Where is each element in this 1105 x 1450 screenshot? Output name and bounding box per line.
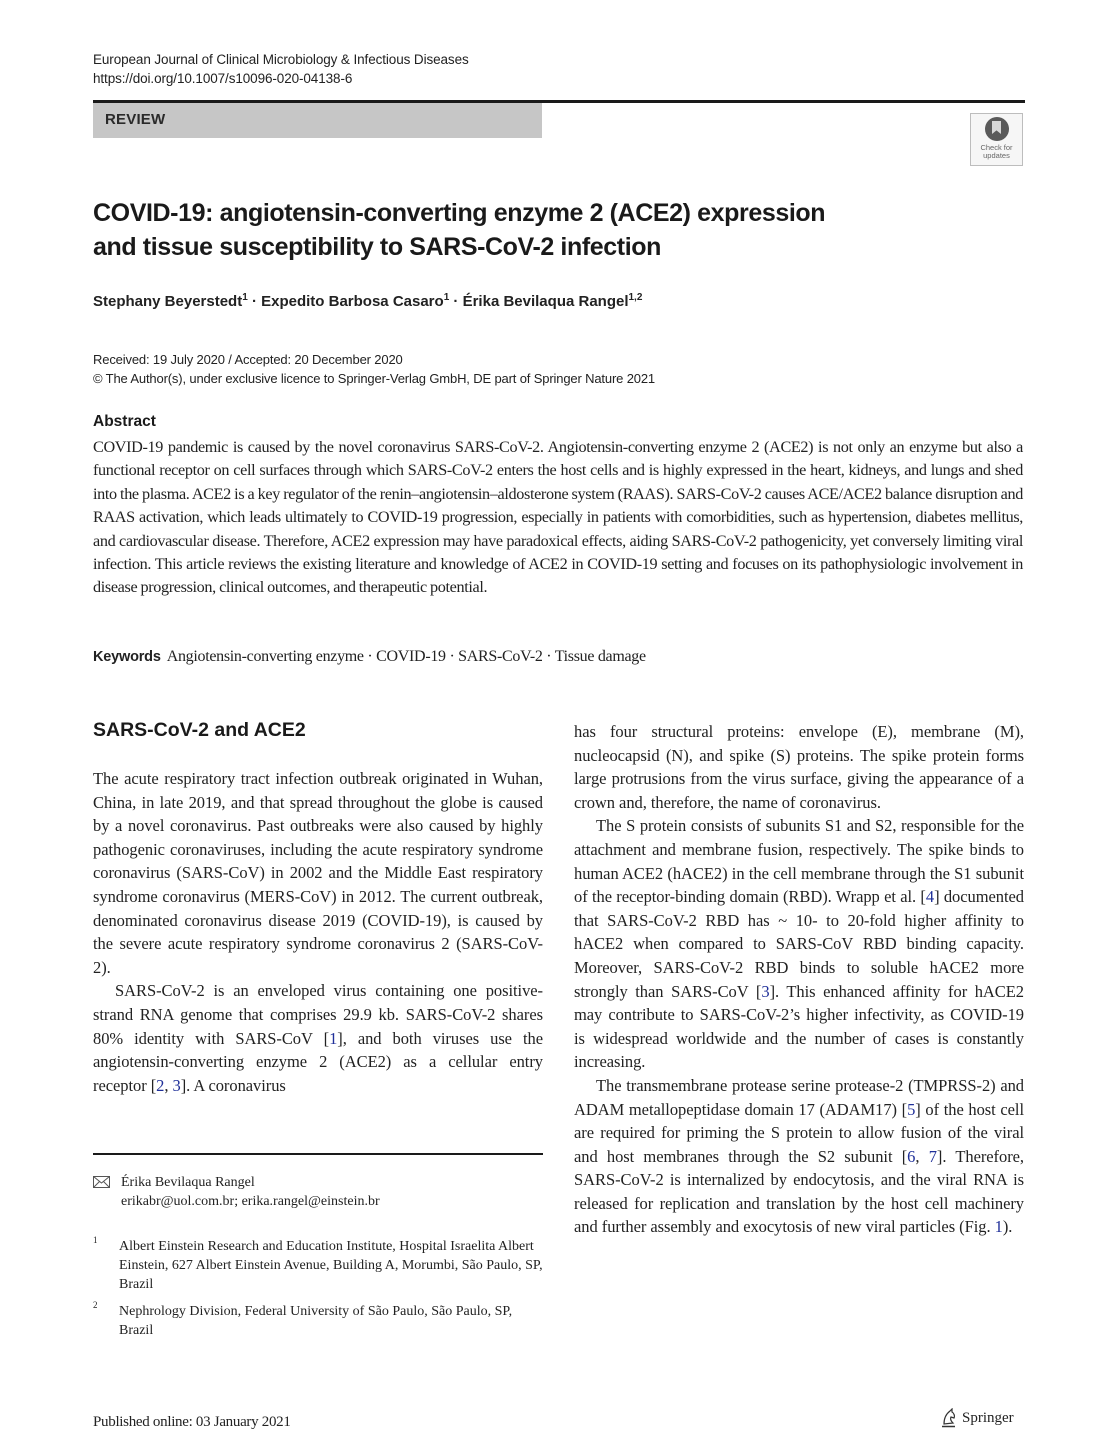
author-name[interactable]: Expedito Barbosa Casaro [261,293,444,310]
publisher-logo [940,1408,1014,1428]
title-line-1: COVID-19: angiotensin-converting enzyme 2 (ACE2) expression [93,199,826,227]
article-history [93,350,655,388]
keywords-label: Keywords [93,649,161,665]
author-name[interactable]: Érika Bevilaqua Rangel [462,293,629,310]
author-separator: · [449,293,463,310]
citation-link[interactable]: 6 [907,1146,916,1166]
body-column-right [574,720,1024,1239]
citation-link[interactable]: 1 [329,1028,338,1048]
title-line-2: and tissue susceptibility to SARS-CoV-2 infection [93,233,661,261]
citation-link[interactable]: 4 [925,887,935,907]
citation-link[interactable]: 3 [172,1075,181,1095]
corresponding-author [121,1173,380,1211]
abstract-heading: Abstract [93,413,156,430]
bookmark-icon [985,117,1009,141]
citation-link[interactable]: 7 [928,1146,937,1166]
published-date: Published online: 03 January 2021 [93,1414,291,1430]
citation-link[interactable]: 2 [156,1075,165,1095]
affiliation-number: 2 [93,1300,98,1310]
keywords-list: Angiotensin-converting enzyme · COVID-19 · SARS-CoV-2 · Tissue damage [166,648,646,665]
author-name[interactable]: Stephany Beyerstedt [93,293,243,310]
article-type-bar [93,103,542,138]
paragraph: SARS-CoV-2 is an enveloped virus containing one positive-strand RNA genome that comprises 29.9 kb. SARS-CoV-2 shares 80% identity with SARS-CoV [1], and both viruses use the angiotensin-converting enzyme 2 (ACE2) as a cellular entry receptor [2, 3]. A coronavirus [93,981,543,1095]
author-list [93,292,642,310]
body-column-left [93,767,543,1097]
paragraph: The S protein consists of subunits S1 and S2, responsible for the attachment and membrane fusion, respectively. The spike binds to human ACE2 (hACE2) in the cell membrane through the S1 subunit of the receptor-binding domain (RBD). Wrapp et al. [4] documented that SARS-CoV-2 RBD has ~ 10- to 20-fold higher affinity to hACE2 when compared to SARS-CoV RBD binding capacity. Moreover, SARS-CoV-2 RBD binds to soluble hACE2 more strongly than SARS-CoV [3]. This enhanced affinity for hACE2 may contribute to SARS-CoV-2’s higher infectivity, as COVID-19 is widespread worldwide and the number of cases is constantly increasing. [574,816,1024,1072]
affiliation-text: Nephrology Division, Federal University of São Paulo, São Paulo, SP, Brazil [119,1304,513,1338]
corresponding-emails[interactable]: erikabr@uol.com.br; erika.rangel@einstein.br [121,1194,380,1209]
article-type-label: REVIEW [105,111,166,128]
paragraph: The acute respiratory tract infection outbreak originated in Wuhan, China, in late 2019, and that spread throughout the globe is caused by a novel coronavirus. Past outbreaks were also caused by highly pathogenic coronaviruses, including the acute respiratory syndrome coronavirus (SARS-CoV) in 2002 and the Middle East respiratory syndrome coronavirus (MERS-CoV) in 2012. The current outbreak, denominated coronavirus disease 2019 (COVID-19), is caused by the severe acute respiratory syndrome coronavirus 2 (SARS-CoV-2). [93,769,543,977]
copyright-notice: © The Author(s), under exclusive licence to Springer-Verlag GmbH, DE part of Springer Nature 2021 [93,371,656,386]
author-affiliation: 1 [242,292,248,303]
check-for-updates-label: Check for updates [980,143,1013,160]
author-affiliation: 1 [443,292,450,303]
journal-header [93,50,469,88]
check-for-updates-button[interactable] [970,113,1023,166]
section-heading: SARS-CoV-2 and ACE2 [93,719,306,741]
publisher-name: Springer [962,1409,1014,1426]
springer-horse-icon [940,1408,958,1428]
author-affiliation: 1,2 [628,292,643,303]
paragraph: The transmembrane protease serine protease-2 (TMPRSS-2) and ADAM metallopeptidase domain 17 (ADAM17) [5] of the host cell are required for priming the S protein to allow fusion of the viral and host membranes through the S2 subunit [6, 7]. Therefore, SARS-CoV-2 is internalized by endocytosis, and the viral RNA is released for replication and translation by the host cell machinery and further assembly and exocytosis of new viral particles (Fig. 1). [574,1075,1024,1237]
corresponding-name: Érika Bevilaqua Rangel [121,1175,255,1190]
affiliation-text: Albert Einstein Research and Education Institute, Hospital Israelita Albert Einstein, 627 Albert Einstein Avenue, Building A, Morumbi, São Paulo, SP, Brazil [119,1239,543,1292]
paragraph: has four structural proteins: envelope (E), membrane (M), nucleocapsid (N), and spike (S) proteins. The spike protein forms large protrusions from the virus surface, giving the appearance of a crown and, therefore, the name of coronavirus. [574,722,1024,812]
doi-link[interactable]: https://doi.org/10.1007/s10096-020-04138-6 [93,71,353,86]
keywords [93,648,646,666]
affiliation-number: 1 [93,1235,98,1245]
received-accepted: Received: 19 July 2020 / Accepted: 20 December 2020 [93,352,403,367]
citation-link[interactable]: 3 [761,981,770,1001]
article-title [93,196,893,264]
abstract-text: COVID-19 pandemic is caused by the novel coronavirus SARS-CoV-2. Angiotensin-converting enzyme 2 (ACE2) is not only an enzyme but also a functional receptor on cell surfaces through which SARS-CoV-2 enters the host cells and is highly expressed in the heart, kidneys, and lungs and shed into the plasma. ACE2 is a key regulator of the renin–angiotensin–aldosterone system (RAAS). SARS-CoV-2 causes ACE/ACE2 balance disruption and RAAS activation, which leads ultimately to COVID-19 progression, especially in patients with comorbidities, such as hypertension, diabetes mellitus, and cardiovascular disease. Therefore, ACE2 expression may have paradoxical effects, aiding SARS-CoV-2 pathogenicity, yet conversely limiting viral infection. This article reviews the existing literature and knowledge of ACE2 in COVID-19 setting and focuses on its pathophysiologic involvement in disease progression, clinical outcomes, and therapeutic potential. [93,438,1023,597]
footnote-rule [93,1153,543,1155]
figure-link[interactable]: 1 [994,1217,1003,1237]
citation-link[interactable]: 5 [907,1099,916,1119]
journal-name: European Journal of Clinical Microbiology & Infectious Diseases [93,52,469,67]
author-separator: · [247,293,262,310]
envelope-icon [93,1176,110,1188]
